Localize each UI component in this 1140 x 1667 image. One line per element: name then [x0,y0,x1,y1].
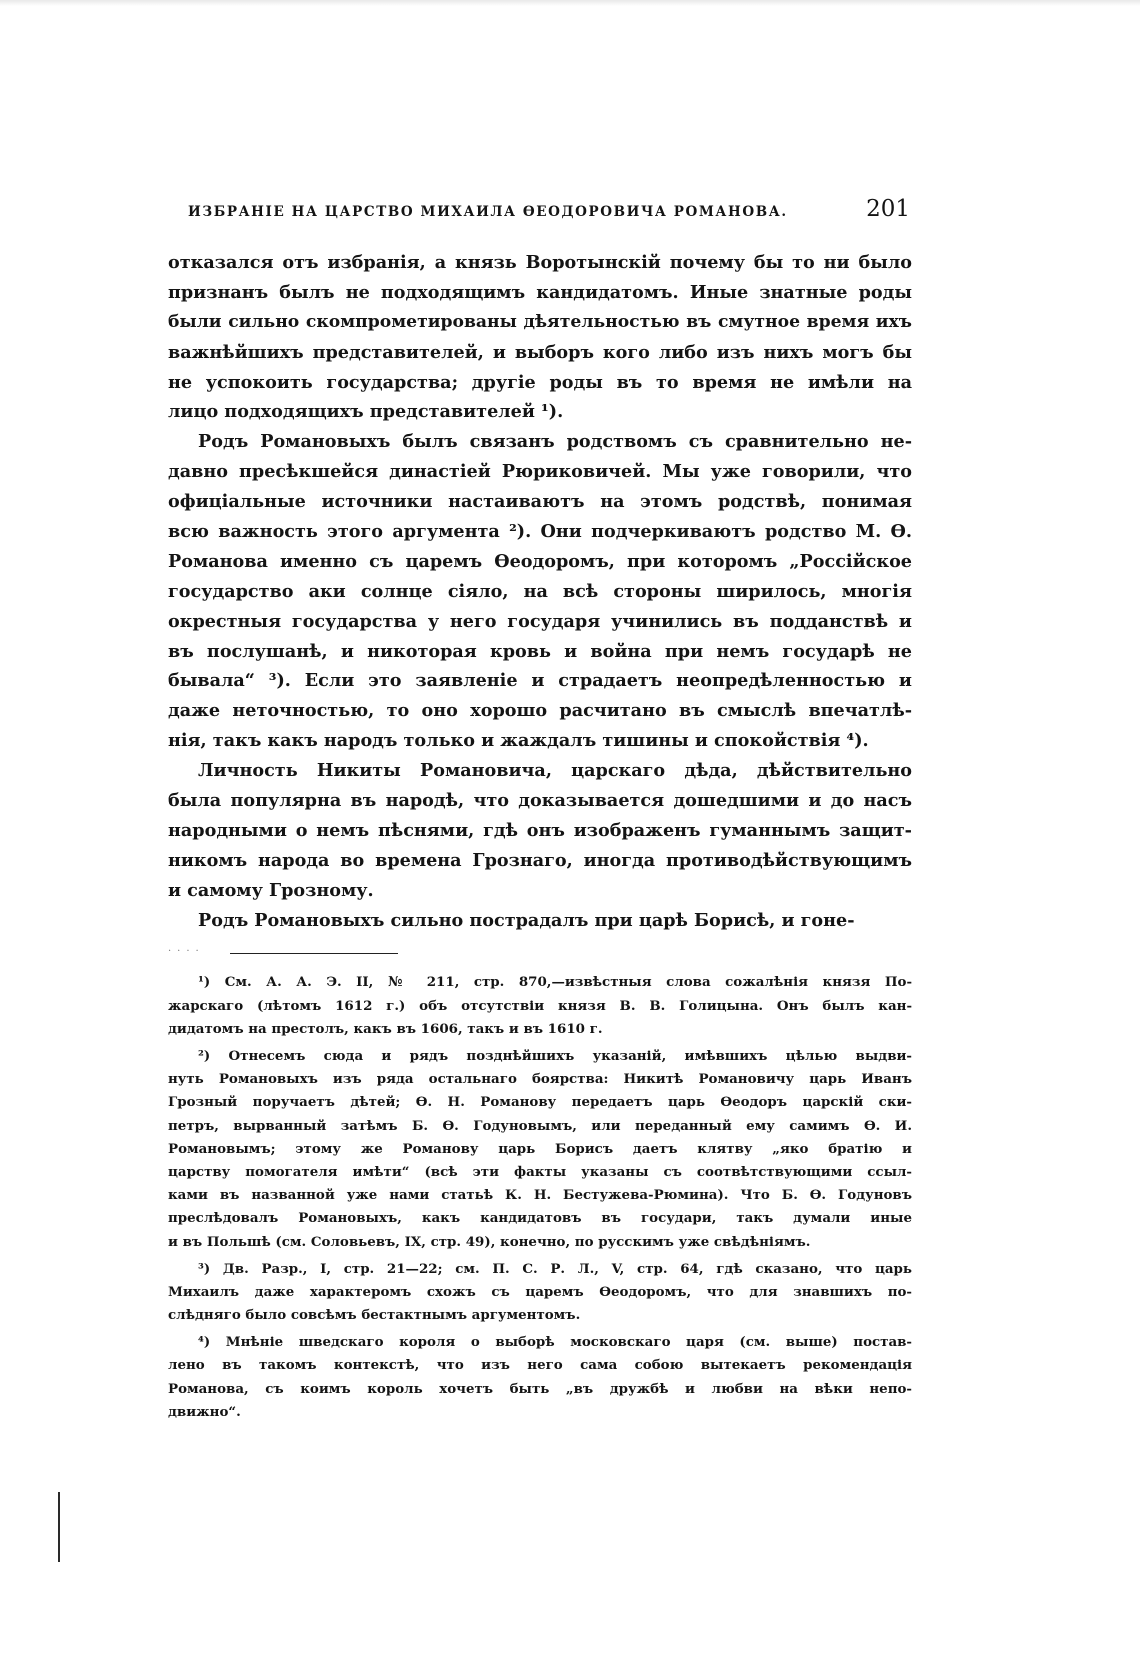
separator-dots: .... [168,943,205,955]
running-header [168,196,912,230]
text-line: не успокоить государства; другіе роды въ то время не имѣли на [168,371,912,393]
text-line: была популярна въ народѣ, что доказывается дошедшими и до насъ [168,790,912,812]
main-text [168,248,912,935]
footnote-3 [168,1258,912,1328]
text-line: были сильно скомпрометированы дѣятельностью въ смутное время ихъ [168,311,912,332]
footnotes [168,971,912,1424]
page-number: 201 [866,196,910,222]
footnote-line: Михаилъ даже характеромъ схожъ съ царемъ Ѳеодоромъ, что для знавшихъ по- [168,1283,912,1300]
text-line: и самому Грозному. [168,879,374,901]
text-line: нія, такъ какъ народъ только и жаждалъ тишины и спокойствія ⁴). [168,730,869,752]
book-page [168,196,912,1428]
text-line: всю важность этого аргумента ²). Они подчеркиваютъ родство М. Ѳ. [168,521,912,543]
text-line: важнѣйшихъ представителей, и выборъ кого либо изъ нихъ могъ бы [168,341,912,363]
footnote-line: ⁴) Мнѣніе шведскаго короля о выборѣ московскаго царя (см. выше) постав- [198,1334,912,1351]
footnote-line: ками въ названной уже нами статьѣ К. Н. Бестужева-Рюмина). Что Б. Ѳ. Годуновъ [168,1187,912,1204]
scan-edge-shadow [0,0,1140,6]
text-line: народными о немъ пѣснями, гдѣ онъ изображенъ гуманнымъ защит- [168,819,912,841]
footnote-line: слѣдняго было совсѣмъ бестактнымъ аргументомъ. [168,1307,581,1324]
footnote-line: движно“. [168,1403,241,1420]
text-line: даже неточностью, то оно хорошо расчитано въ смыслѣ впечатлѣ- [168,700,912,722]
footnote-line: преслѣдовалъ Романовыхъ, какъ кандидатовъ въ государи, такъ думали иные [168,1210,912,1227]
text-line: отказался отъ избранія, а князь Воротынскій почему бы то ни было [168,252,912,273]
footnote-line: петръ, вырванный затѣмъ Б. Ѳ. Годуновымъ, или переданный ему самимъ Ѳ. И. [168,1117,912,1134]
text-line: офиціальные источники настаиваютъ на этомъ родствѣ, понимая [168,491,912,513]
text-line: бывала“ ³). Если это заявленіе и страдаетъ неопредѣленностью и [168,670,912,692]
text-line: государство аки солнце сіяло, на всѣ стороны ширилось, многія [168,580,912,602]
text-line: Личность Никиты Романовича, царскаго дѣда, дѣйствительно [198,760,912,782]
footnote-line: Романовымъ; этому же Романову царь Борисъ даетъ клятву „яко братію и [168,1140,912,1157]
text-line: въ послушанѣ, и никоторая кровь и война при немъ государѣ не [168,640,912,662]
text-line: окрестныя государства у него государя учинились въ подданствѣ и [168,610,912,632]
footnote-line: дидатомъ на престолъ, какъ въ 1606, такъ и въ 1610 г. [168,1020,603,1037]
footnote-line: ¹) См. А. А. Э. II, № 211, стр. 870,—извѣстныя слова сожалѣнія князя По- [198,974,912,991]
footnote-line: царству помогателя имѣти“ (всѣ эти факты указаны съ соотвѣтствующими ссыл- [168,1163,912,1180]
footnote-separator [168,935,912,971]
text-line: давно пресѣкшейся династіей Рюриковичей. Мы уже говорили, что [168,461,912,483]
footnote-line: ²) Отнесемъ сюда и рядъ позднѣйшихъ указаній, имѣвшихъ цѣлью выдви- [198,1048,912,1065]
text-line: Романова именно съ царемъ Ѳеодоромъ, при которомъ „Россійское [168,550,912,572]
running-head-title: ИЗБРАНІЕ НА ЦАРСТВО МИХАИЛА ѲЕОДОРОВИЧА РОМАНОВА. [188,204,788,220]
footnote-rule [230,953,398,954]
footnote-line: лено въ такомъ контекстѣ, что изъ него сама собою вытекаетъ рекомендація [168,1357,912,1374]
footnote-line: ³) Дв. Разр., I, стр. 21—22; см. П. С. Р. Л., V, стр. 64, гдѣ сказано, что царь [198,1260,912,1277]
text-line: лицо подходящихъ представителей ¹). [168,401,564,423]
text-line: признанъ былъ не подходящимъ кандидатомъ. Иные знатные роды [168,281,912,303]
footnote-line: и въ Польшѣ (см. Соловьевъ, IX, стр. 49), конечно, по русскимъ уже свѣдѣніямъ. [168,1233,811,1250]
text-line: никомъ народа во времена Грознаго, иногда противодѣйствующимъ [168,849,912,871]
text-line: Родъ Романовыхъ былъ связанъ родствомъ съ сравнительно не- [198,431,912,453]
scan-margin-line [58,1492,60,1562]
footnote-line: Романова, съ коимъ король хочетъ быть „въ дружбѣ и любви на вѣки непо- [168,1380,912,1397]
text-line: Родъ Романовыхъ сильно пострадалъ при царѣ Борисѣ, и гоне- [198,909,855,931]
footnote-1 [168,971,912,1041]
footnote-line: жарскаго (лѣтомъ 1612 г.) объ отсутствіи князя В. В. Голицына. Онъ былъ кан- [168,997,912,1014]
footnote-4 [168,1331,912,1424]
footnote-2 [168,1045,912,1254]
footnote-line: нуть Романовыхъ изъ ряда остальнаго боярства: Никитѣ Романовичу царь Иванъ [168,1071,912,1088]
footnote-line: Грозный поручаетъ дѣтей; Ѳ. Н. Романову передаетъ царь Ѳеодоръ царскій ски- [168,1094,912,1111]
